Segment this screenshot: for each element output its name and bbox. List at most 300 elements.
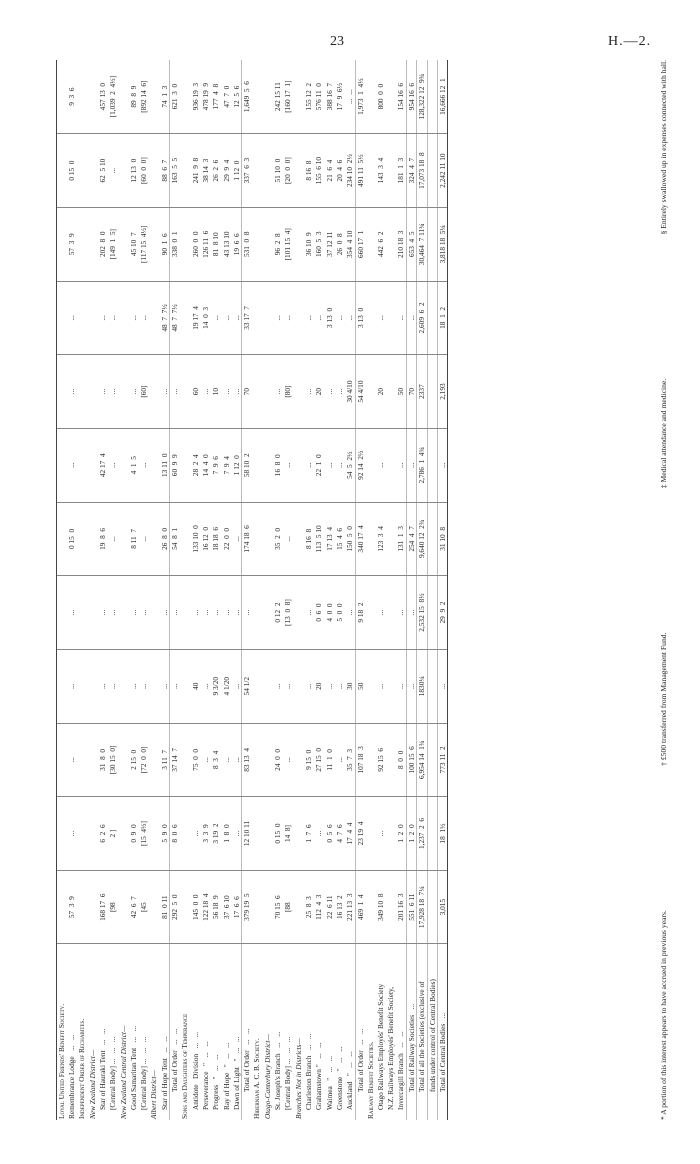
- table-cell: 11 1 0: [324, 723, 334, 797]
- table-cell: ...: [67, 576, 77, 650]
- table-row: [201, 60, 211, 1120]
- table-cell: [72 0 0]: [139, 723, 149, 797]
- table-cell: ...: [324, 428, 334, 502]
- table-cell: 33 17 7: [242, 281, 252, 355]
- table-cell: 30 4/10: [345, 355, 355, 429]
- table-cell: [293, 649, 303, 723]
- table-row: [345, 60, 355, 1120]
- table-cell: [427, 723, 437, 797]
- table-cell: ...: [376, 281, 386, 355]
- row-label: Sons and Daughters of Temperance: [180, 1013, 190, 1119]
- row-label: Antidote Division ... ...: [190, 1031, 200, 1110]
- table-cell: 260 0 0: [190, 207, 200, 281]
- table-cell: [60]: [139, 355, 149, 429]
- table-row: [108, 60, 118, 1120]
- table-cell: [262, 723, 272, 797]
- table-cell: 773 11 2: [437, 723, 447, 797]
- table-cell: 40: [190, 649, 200, 723]
- row-label: Remembrance Lodge ... ...: [67, 1034, 77, 1119]
- table-cell: [77, 723, 87, 797]
- table-cell: [262, 60, 272, 134]
- table-cell: [427, 870, 437, 944]
- table-cell: [293, 502, 303, 576]
- table-cell: [293, 797, 303, 871]
- table-cell: ...: [396, 649, 406, 723]
- table-cell: [365, 60, 375, 134]
- table-cell: 62 5 10: [98, 134, 108, 208]
- table-cell: ...: [335, 355, 345, 429]
- table-cell: [118, 134, 128, 208]
- table-cell: 338 0 1: [170, 207, 180, 281]
- table-cell: [118, 60, 128, 134]
- table-cell: ...: [98, 649, 108, 723]
- table-cell: [427, 134, 437, 208]
- table-cell: 20: [314, 649, 324, 723]
- table-cell: 954 16 6: [407, 60, 417, 134]
- table-cell: 1,237 2 6: [417, 797, 427, 871]
- table-cell: 20: [376, 355, 386, 429]
- table-cell: [57, 134, 67, 208]
- table-cell: 131 1 3: [396, 502, 406, 576]
- table-cell: 48 7 7½: [170, 281, 180, 355]
- table-cell: 9 3/20: [211, 649, 221, 723]
- table-cell: [252, 281, 262, 355]
- table-cell: ...: [129, 576, 139, 650]
- table-cell: ...: [407, 281, 417, 355]
- table-cell: 3 3 9: [201, 797, 211, 871]
- table-cell: [149, 797, 159, 871]
- table-cell: ...: [98, 281, 108, 355]
- table-cell: [262, 649, 272, 723]
- table-cell: [87, 649, 97, 723]
- row-label: Total of all the Societies (exclusive of: [417, 944, 427, 1120]
- table-cell: [57, 649, 67, 723]
- table-row: [180, 60, 190, 1120]
- table-cell: ...: [283, 281, 293, 355]
- row-label: New Zealand Central District—: [118, 1025, 128, 1119]
- table-cell: 143 3 4: [376, 134, 386, 208]
- table-cell: 340 17 4: [355, 502, 365, 576]
- table-cell: ...: [396, 428, 406, 502]
- table-cell: 17,928 18 7¼: [417, 870, 427, 944]
- table-cell: 112 4 3: [314, 870, 324, 944]
- row-label: Star of Hauraki Tent ... ...: [98, 1028, 107, 1110]
- table-cell: 8 3 4: [211, 723, 221, 797]
- table-cell: 92 14 2½: [355, 428, 365, 502]
- table-cell: [252, 870, 262, 944]
- table-cell: 17 6 6: [232, 870, 242, 944]
- table-cell: ...: [376, 576, 386, 650]
- table-cell: [87, 502, 97, 576]
- row-label: Total of Order ... ...: [242, 944, 252, 1120]
- table-cell: 2,193: [437, 355, 447, 429]
- table-cell: [365, 649, 375, 723]
- table-cell: [427, 355, 437, 429]
- table-cell: [149, 502, 159, 576]
- table-cell: 660 17 1: [355, 207, 365, 281]
- table-cell: 89 8 9: [129, 60, 139, 134]
- table-cell: [293, 723, 303, 797]
- table-cell: ...: [407, 576, 417, 650]
- table-cell: ...: [221, 281, 231, 355]
- table-cell: [77, 649, 87, 723]
- table-cell: 292 5 0: [170, 870, 180, 944]
- table-cell: 75 0 0: [190, 723, 200, 797]
- table-row: [190, 60, 200, 1120]
- table-cell: 45 10 7: [129, 207, 139, 281]
- table-cell: ...: [396, 281, 406, 355]
- table-cell: ...: [108, 281, 118, 355]
- table-cell: ...: [232, 355, 242, 429]
- table-cell: 37 6 10: [221, 870, 231, 944]
- table-cell: ...: [273, 281, 283, 355]
- table-cell: ...: [283, 502, 293, 576]
- table-cell: 177 4 8: [211, 60, 221, 134]
- table-cell: ...: [232, 502, 242, 576]
- table-cell: [77, 870, 87, 944]
- table-cell: 133 10 0: [190, 502, 200, 576]
- table-cell: 2,242 11 10: [437, 134, 447, 208]
- table-cell: 17 13 4: [324, 502, 334, 576]
- table-cell: ...: [108, 355, 118, 429]
- table-cell: 2 ]: [108, 797, 118, 871]
- table-cell: 3,015: [437, 870, 447, 944]
- table-cell: [20 0 0]: [283, 134, 293, 208]
- table-cell: ...: [67, 355, 77, 429]
- table-row: [98, 60, 108, 1120]
- table-cell: ...: [170, 649, 180, 723]
- table-cell: 57 3 9: [67, 207, 77, 281]
- table-cell: 54 4/10: [355, 355, 365, 429]
- table-cell: ...: [304, 281, 314, 355]
- table-cell: ...: [201, 723, 211, 797]
- table-cell: 31 8 0: [98, 723, 108, 797]
- table-cell: [118, 502, 128, 576]
- table-cell: [87, 797, 97, 871]
- table-cell: ...: [201, 576, 211, 650]
- table-cell: 21 6 4: [324, 134, 334, 208]
- table-cell: 16 12 0: [201, 502, 211, 576]
- table-cell: 5 9 0: [159, 797, 169, 871]
- table-cell: 122 18 4: [201, 870, 211, 944]
- table-cell: 469 1 4: [355, 870, 365, 944]
- row-label: Dawn of Light " ... ...: [231, 1036, 241, 1110]
- table-cell: 29 9 4: [221, 134, 231, 208]
- table-cell: ...: [283, 428, 293, 502]
- row-label: N.Z. Railways Employés' Benefit Society,: [386, 986, 396, 1110]
- table-cell: [427, 797, 437, 871]
- table-row: [149, 60, 159, 1120]
- table-cell: 74 1 3: [159, 60, 169, 134]
- row-label: Waimea " ... ...: [324, 1055, 334, 1110]
- table-cell: [60 0 0]: [139, 134, 149, 208]
- table-row: [57, 60, 67, 1120]
- table-cell: ...: [437, 428, 447, 502]
- table-cell: [77, 428, 87, 502]
- table-cell: [180, 355, 190, 429]
- table-cell: 22 1 0: [314, 428, 324, 502]
- table-cell: [386, 134, 396, 208]
- table-cell: 9 18 2: [355, 576, 365, 650]
- table-cell: [180, 723, 190, 797]
- table-cell: 5 0 0: [335, 576, 345, 650]
- table-cell: ...: [304, 576, 314, 650]
- table-cell: 36 10 9: [304, 207, 314, 281]
- table-cell: [180, 870, 190, 944]
- table-cell: ...: [335, 723, 345, 797]
- table-body: [57, 60, 448, 1120]
- table-cell: 1 12 0: [232, 428, 242, 502]
- table-cell: [262, 281, 272, 355]
- table-cell: 16,666 12 1: [437, 60, 447, 134]
- table-cell: [149, 60, 159, 134]
- table-cell: [87, 355, 97, 429]
- table-row: [77, 60, 87, 1120]
- table-row: [232, 60, 242, 1120]
- table-cell: 15 4 6: [335, 502, 345, 576]
- table-row: [407, 60, 417, 1120]
- table-cell: [180, 797, 190, 871]
- table-cell: 38 14 3: [201, 134, 211, 208]
- table-row: [87, 60, 97, 1120]
- row-label: [Central Body] ... ... ...: [283, 1036, 293, 1110]
- table-cell: 113 5 10: [314, 502, 324, 576]
- table-cell: 20: [314, 355, 324, 429]
- table-cell: 6 2 6: [98, 797, 108, 871]
- table-cell: 19 6 6: [232, 207, 242, 281]
- table-cell: [57, 281, 67, 355]
- table-cell: [57, 797, 67, 871]
- table-cell: [293, 281, 303, 355]
- table-cell: 2,532 15 8½: [417, 576, 427, 650]
- table-cell: [149 1 5]: [108, 207, 118, 281]
- table-cell: [77, 576, 87, 650]
- table-row: [355, 60, 365, 1120]
- table-cell: [77, 797, 87, 871]
- table-cell: [427, 576, 437, 650]
- table-cell: [87, 207, 97, 281]
- table-cell: [293, 428, 303, 502]
- table-cell: [57, 870, 67, 944]
- table-cell: [262, 870, 272, 944]
- table-cell: ...: [190, 797, 200, 871]
- table-cell: ...: [159, 355, 169, 429]
- row-label: Good Samaritan Tent ... ...: [128, 1025, 138, 1110]
- table-row: [293, 60, 303, 1120]
- table-cell: 4 7 6: [335, 797, 345, 871]
- table-cell: 14 0 3: [201, 281, 211, 355]
- table-cell: 8 0 0: [396, 723, 406, 797]
- table-cell: [57, 502, 67, 576]
- table-cell: [427, 502, 437, 576]
- table-row: [417, 60, 427, 1120]
- table-cell: ...: [335, 649, 345, 723]
- table-cell: [262, 428, 272, 502]
- row-label: Ray of Hope " ... ...: [221, 1042, 231, 1110]
- table-cell: ...: [376, 649, 386, 723]
- table-row: [273, 60, 283, 1120]
- table-cell: 27 15 0: [314, 723, 324, 797]
- table-cell: [892 14 6]: [139, 60, 149, 134]
- table-cell: [386, 355, 396, 429]
- table-cell: 19 17 4: [190, 281, 200, 355]
- table-cell: [118, 649, 128, 723]
- table-cell: 7 9 4: [221, 428, 231, 502]
- table-cell: 155 12 2: [304, 60, 314, 134]
- table-cell: 1 2 0: [407, 797, 417, 871]
- table-cell: [252, 502, 262, 576]
- row-label: funds under control of Central Bodies): [427, 944, 437, 1120]
- table-cell: 168 17 6: [98, 870, 108, 944]
- table-cell: [365, 576, 375, 650]
- table-row: [437, 60, 447, 1120]
- table-cell: [57, 576, 67, 650]
- table-cell: 54 8 1: [170, 502, 180, 576]
- row-label: Independent Order of Rechabites.: [77, 1018, 87, 1119]
- table-cell: ...: [190, 576, 200, 650]
- table-cell: [262, 207, 272, 281]
- table-cell: [87, 281, 97, 355]
- table-cell: ...: [98, 576, 108, 650]
- table-cell: 92 15 6: [376, 723, 386, 797]
- table-cell: [365, 207, 375, 281]
- table-cell: 96 2 8: [273, 207, 283, 281]
- table-cell: [365, 502, 375, 576]
- row-label: Charleston Branch ... ...: [303, 1033, 313, 1110]
- table-cell: [262, 134, 272, 208]
- table-cell: 150 5 0: [345, 502, 355, 576]
- table-cell: [427, 428, 437, 502]
- table-cell: ...: [335, 428, 345, 502]
- table-cell: 234 10 2½: [345, 134, 355, 208]
- table-cell: 16 8 0: [273, 428, 283, 502]
- table-cell: ...: [437, 649, 447, 723]
- row-label: Railway Benefit Societies.: [365, 1041, 375, 1119]
- table-cell: 621 3 0: [170, 60, 180, 134]
- table-cell: ...: [67, 649, 77, 723]
- table-cell: 17 4 4: [345, 797, 355, 871]
- row-label: Grahamstown " ... ...: [314, 1042, 324, 1110]
- table-cell: 100 15 6: [407, 723, 417, 797]
- table-row: [376, 60, 386, 1120]
- table-cell: ...: [376, 797, 386, 871]
- table-cell: 254 4 7: [407, 502, 417, 576]
- table-cell: 9,640 12 2¾: [417, 502, 427, 576]
- table-cell: [1,039 2 4½]: [108, 60, 118, 134]
- table-cell: 8 16 8: [304, 502, 314, 576]
- table-cell: ...: [232, 723, 242, 797]
- table-cell: 31 10 8: [437, 502, 447, 576]
- table-row: [139, 60, 149, 1120]
- table-cell: [87, 723, 97, 797]
- table-cell: 60: [190, 355, 200, 429]
- document-reference: H.—2.: [608, 34, 652, 49]
- table-cell: ...: [232, 281, 242, 355]
- table-cell: ...: [201, 649, 211, 723]
- table-cell: [118, 870, 128, 944]
- table-cell: [252, 60, 262, 134]
- table-cell: [180, 502, 190, 576]
- table-cell: 241 9 8: [190, 134, 200, 208]
- table-cell: [293, 870, 303, 944]
- table-cell: [149, 649, 159, 723]
- table-row: [283, 60, 293, 1120]
- table-cell: ...: [139, 428, 149, 502]
- table-cell: 442 6 2: [376, 207, 386, 281]
- table-cell: 42 6 7: [129, 870, 139, 944]
- table-cell: [118, 797, 128, 871]
- table-cell: 0 12 2: [273, 576, 283, 650]
- table-cell: 8 0 6: [170, 797, 180, 871]
- table-cell: 37 12 11: [324, 207, 334, 281]
- table-cell: 51 10 0: [273, 134, 283, 208]
- table-cell: 12 13 0: [129, 134, 139, 208]
- table-cell: ...: [273, 649, 283, 723]
- table-cell: [252, 797, 262, 871]
- row-label: New Zealand District—: [87, 1049, 97, 1119]
- table-cell: [101 15 4]: [283, 207, 293, 281]
- table-cell: ...: [67, 281, 77, 355]
- table-cell: 1,649 5 6: [242, 60, 252, 134]
- table-row: [129, 60, 139, 1120]
- row-label: Progress " ... ...: [211, 1054, 221, 1110]
- table-cell: 14 8]: [283, 797, 293, 871]
- table-cell: 1 7 6: [304, 797, 314, 871]
- table-cell: ...: [232, 576, 242, 650]
- table-cell: [77, 134, 87, 208]
- table-cell: 126 11 6: [201, 207, 211, 281]
- table-cell: ...: [159, 649, 169, 723]
- table-cell: 0 5 6: [324, 797, 334, 871]
- row-label: [Central Body] ... ... ...: [108, 1036, 118, 1110]
- table-cell: [293, 355, 303, 429]
- table-row: [221, 60, 231, 1120]
- table-cell: [77, 60, 87, 134]
- table-cell: ...: [201, 355, 211, 429]
- table-cell: [365, 428, 375, 502]
- table-cell: [386, 576, 396, 650]
- row-label: Hibernian A. C. B. Society.: [252, 1038, 262, 1119]
- table-cell: [118, 576, 128, 650]
- table-cell: ...: [159, 576, 169, 650]
- table-cell: 12 5 6: [232, 60, 242, 134]
- footnote-2: † £500 transferred from Management Fund.: [659, 632, 668, 766]
- table-cell: 30: [345, 649, 355, 723]
- table-cell: [262, 502, 272, 576]
- table-cell: 324 4 7: [407, 134, 417, 208]
- table-cell: 17,073 18 8: [417, 134, 427, 208]
- table-cell: ...: [211, 576, 221, 650]
- table-cell: 16 13 2: [335, 870, 345, 944]
- table-cell: 2337: [417, 355, 427, 429]
- table-cell: 128,322 12 9¾: [417, 60, 427, 134]
- table-cell: 2 15 0: [129, 723, 139, 797]
- table-cell: 35 2 0: [273, 502, 283, 576]
- table-cell: 531 0 8: [242, 207, 252, 281]
- table-cell: 70: [242, 355, 252, 429]
- table-cell: 0 9 0: [129, 797, 139, 871]
- table-cell: [262, 576, 272, 650]
- row-label: Star of Hope Tent ... ...: [159, 1036, 169, 1110]
- row-label: Total of Order ... ...: [355, 944, 365, 1120]
- table-cell: 83 13 4: [242, 723, 252, 797]
- row-label: St. Joseph's Branch ... ...: [273, 1031, 283, 1110]
- table-cell: 221 13 3: [345, 870, 355, 944]
- table-cell: 354 4 10: [345, 207, 355, 281]
- row-label: Total of Central Bodies ...: [437, 944, 447, 1120]
- table-cell: 936 19 3: [190, 60, 200, 134]
- table-cell: 70: [407, 355, 417, 429]
